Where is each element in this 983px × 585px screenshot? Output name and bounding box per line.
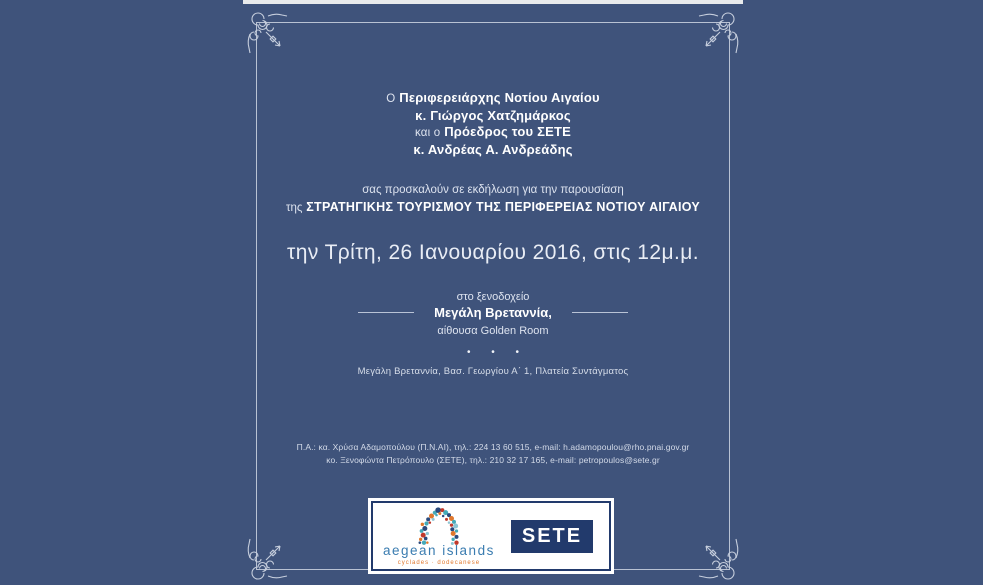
host-line-1-name: Περιφερειάρχης Νοτίου Αιγαίου: [399, 90, 600, 105]
host-line-2: κ. Γιώργος Χατζημάρκος: [415, 107, 571, 123]
host-line-3-title: Πρόεδρος του ΣΕΤΕ: [444, 124, 572, 139]
logos-box: [368, 498, 614, 574]
corner-flourish-icon: [244, 10, 292, 58]
logos-box-inner: [371, 501, 611, 571]
aegean-islands-wordmark: aegean islands: [383, 543, 495, 559]
venue-intro: στο ξενοδοχείο: [456, 291, 530, 303]
venue-name: Μεγάλη Βρεταννία,: [434, 305, 552, 320]
aegean-islands-tagline: cyclades · dodecanese: [397, 559, 481, 566]
host-line-3-prefix: και ο: [414, 127, 441, 139]
venue-room: αίθουσα Golden Room: [437, 325, 549, 337]
intro-text: σας προσκαλούν σε εκδήλωση για την παρουσίαση: [362, 184, 624, 196]
sete-logo: [511, 520, 593, 553]
venue-name-row: [256, 305, 730, 320]
sete-logo-text: SETE: [521, 524, 583, 547]
corner-flourish-icon: [694, 534, 742, 582]
corner-flourish-icon: [694, 10, 742, 58]
contact-line-1: Π.Α.: κα. Χρύσα Αδαμοπούλου (Π.Ν.ΑΙ), τηλ.: 224 13 60 515, e-mail: h.adamopoulou@rho.pnai.gov.gr: [296, 442, 690, 452]
host-line-1: [256, 90, 730, 108]
subject-text: [256, 200, 730, 214]
event-datetime: την Τρίτη, 26 Ιανουαρίου 2016, στις 12μ.μ.: [287, 241, 699, 264]
subject-title: ΣΤΡΑΤΗΓΙΚΗΣ ΤΟΥΡΙΣΜΟΥ ΤΗΣ ΠΕΡΙΦΕΡΕΙΑΣ ΝΟΤΙΟΥ ΑΙΓΑΙΟΥ: [306, 200, 701, 214]
aegean-islands-dots-arch-icon: [395, 506, 483, 546]
page-top-edge: [243, 0, 743, 4]
hosts-block: [256, 90, 730, 158]
contact-line-2: κο. Ξενοφώντα Πετρόπουλο (ΣΕΤΕ), τηλ.: 210 32 17 165, e-mail: petropoulos@sete.gr: [326, 455, 660, 465]
corner-flourish-icon: [244, 534, 292, 582]
aegean-islands-logo: [383, 506, 495, 566]
separator-dots: • • •: [466, 347, 529, 358]
host-line-3: [256, 124, 730, 142]
venue-address: Μεγάλη Βρεταννία, Βασ. Γεωργίου Α΄ 1, Πλατεία Συντάγματος: [357, 366, 629, 377]
contact-info-block: [256, 441, 730, 467]
host-line-1-prefix: Ο: [386, 93, 396, 105]
left-rule: [358, 312, 414, 313]
host-line-4: κ. Ανδρέας Α. Ανδρεάδης: [413, 141, 573, 157]
subject-prefix: της: [285, 202, 303, 214]
right-rule: [572, 312, 628, 313]
